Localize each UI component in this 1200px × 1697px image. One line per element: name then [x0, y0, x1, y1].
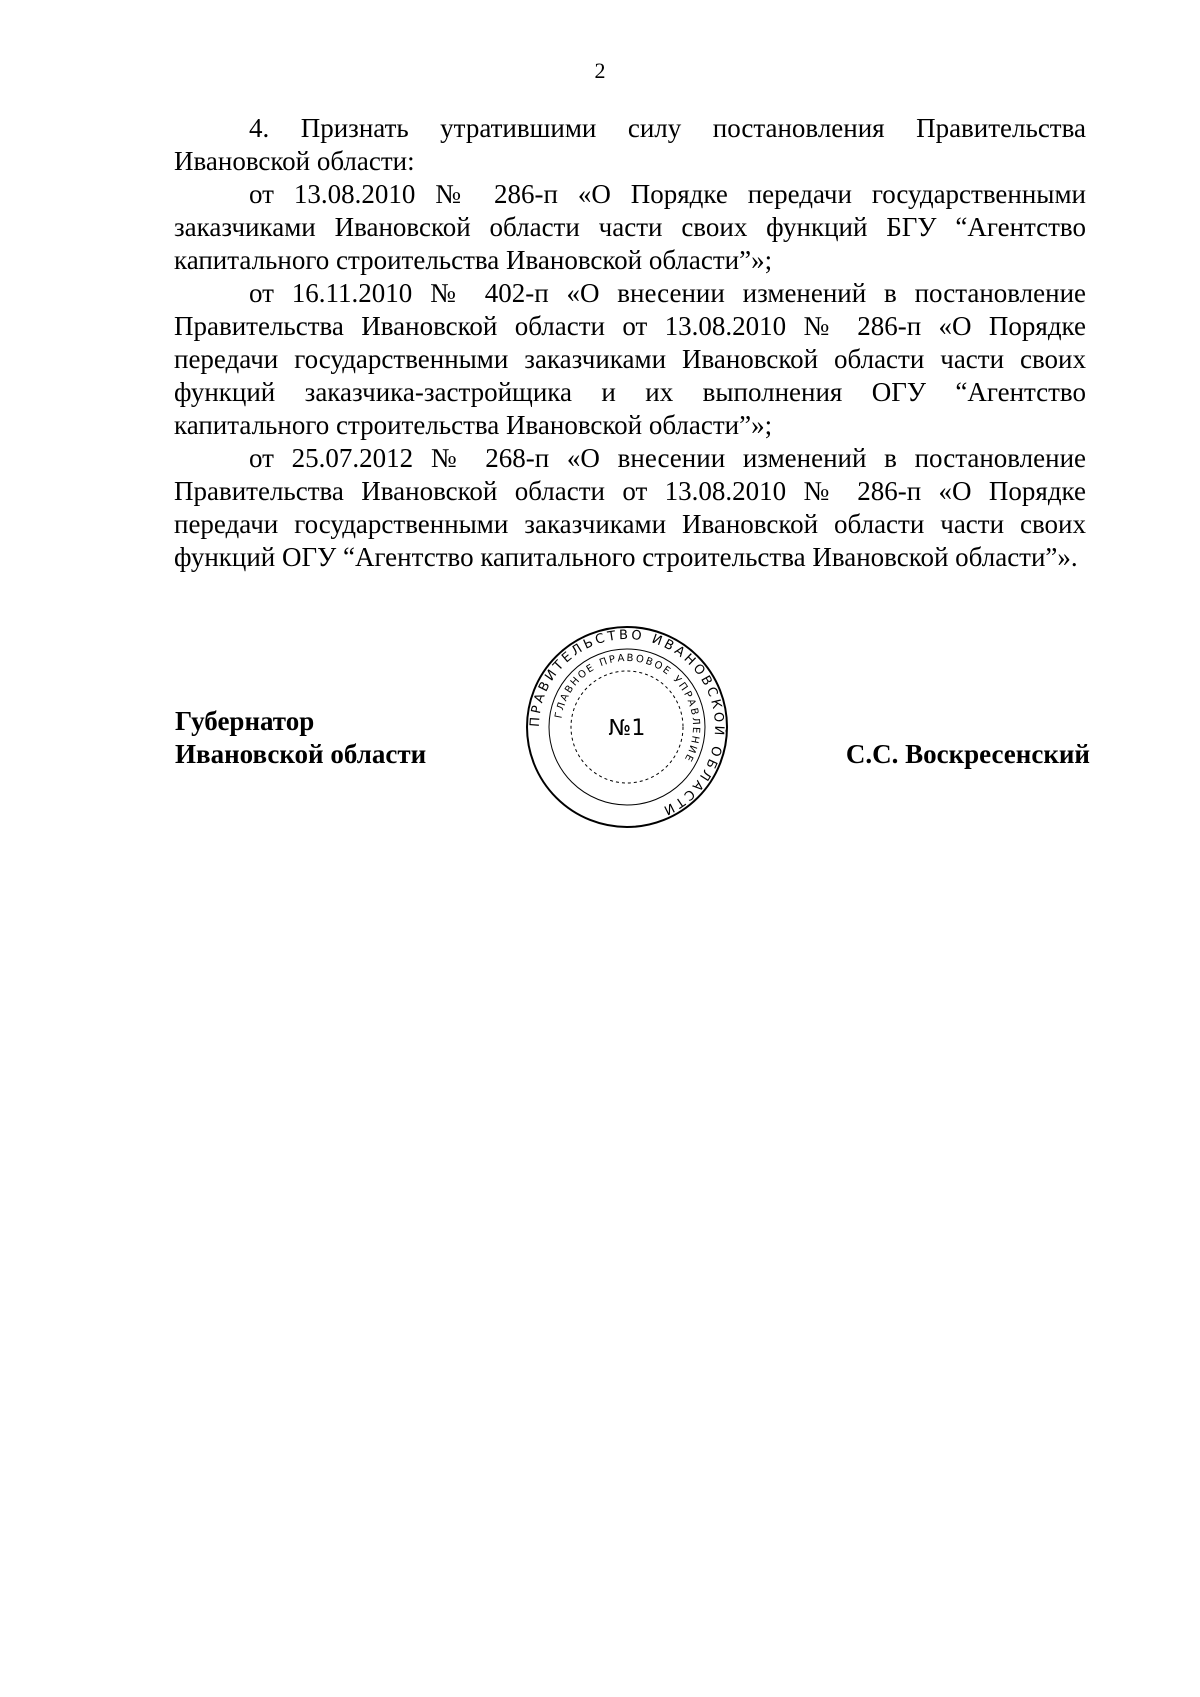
signatory-position-line2: Ивановской области — [175, 739, 427, 769]
page-number: 2 — [594, 58, 606, 83]
paragraph-repeal-286: от 13.08.2010 № 286-п «О Порядке передачи государственными заказчиками Ивановской области части своих функций БГУ “Агентство капитального строительства Ивановской области”»; — [174, 179, 1086, 275]
stamp-center-text: №1 — [608, 716, 646, 741]
stamp-inner-text: ГЛАВНОЕ ПРАВОВОЕ УПРАВЛЕНИЕ — [553, 652, 702, 765]
paragraph-repeal-268: от 25.07.2012 № 268-п «О внесении изменений в постановление Правительства Ивановской области от 13.08.2010 № 286-п «О Порядке передачи государственными заказчиками Ивановской области части своих функций ОГУ “Агентство капитального строительства Ивановской области”». — [174, 443, 1086, 572]
paragraph-repeal-402: от 16.11.2010 № 402-п «О внесении изменений в постановление Правительства Ивановской области от 13.08.2010 № 286-п «О Порядке передачи государственными заказчиками Ивановской области части своих функций заказчика-застройщика и их выполнения ОГУ “Агентство капитального строительства Ивановской области”»; — [174, 278, 1086, 440]
signatory-name: С.С. Воскресенский — [845, 739, 1090, 769]
official-stamp — [522, 622, 732, 832]
stamp-outer-text: ПРАВИТЕЛЬСТВО ИВАНОВСКОЙ ОБЛАСТИ — [527, 627, 727, 819]
signatory-position-line1: Губернатор — [175, 706, 315, 736]
document-body — [174, 112, 1086, 574]
paragraph-item-4: 4. Признать утратившими силу постановления Правительства Ивановской области: — [174, 113, 1086, 176]
signatory-position — [175, 705, 426, 771]
